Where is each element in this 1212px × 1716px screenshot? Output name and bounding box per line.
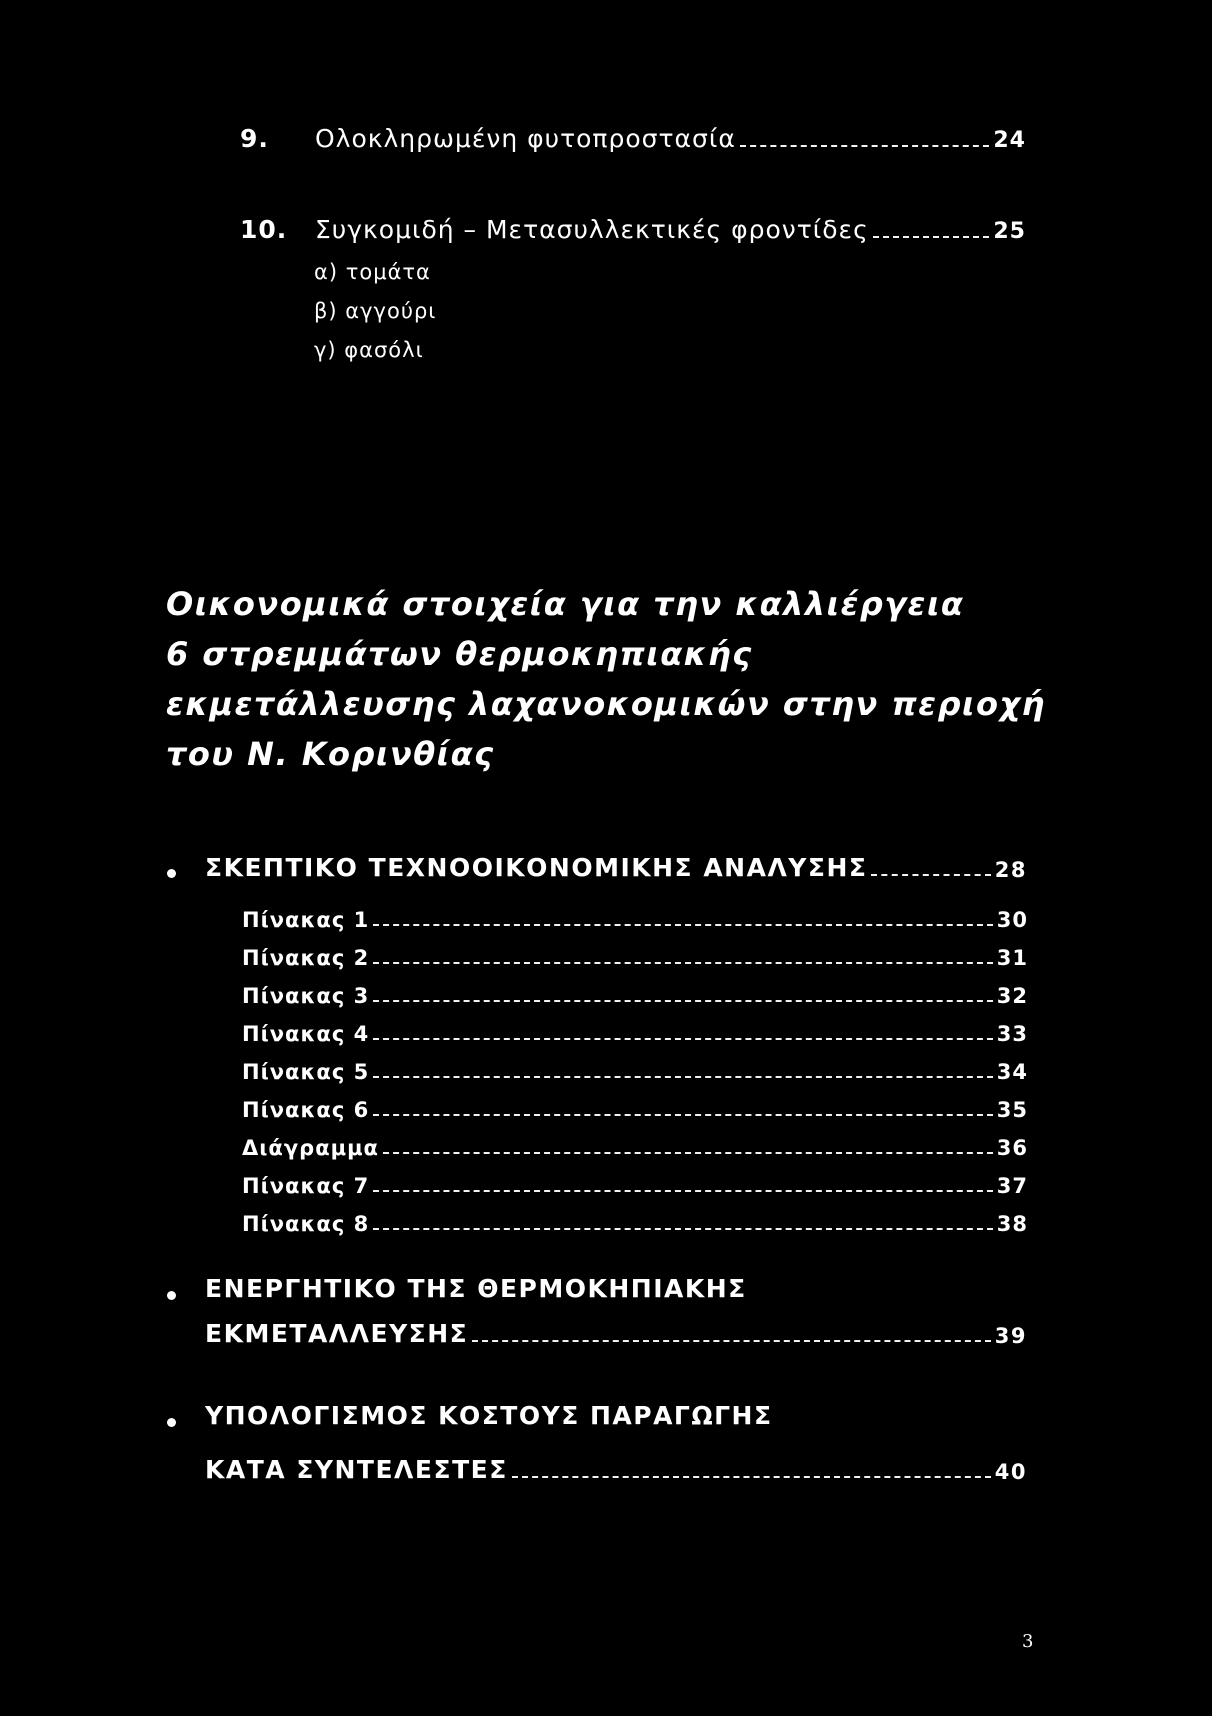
toc-entry-number: 10.	[240, 215, 288, 244]
table-page: 31	[996, 946, 1028, 970]
bullet-icon	[167, 1418, 176, 1427]
dash-leader	[873, 236, 990, 238]
dash-leader	[373, 1190, 993, 1192]
heading-line-3: εκμετάλλευσης λαχανοκομικών στην περιοχή	[166, 685, 1046, 723]
dash-leader	[373, 1114, 993, 1116]
toc-section-cost-line1: ΥΠΟΛΟΓΙΣΜΟΣ ΚΟΣΤΟΥΣ ΠΑΡΑΓΩΓΗΣ	[205, 1401, 773, 1430]
toc-section-assets-line1: ΕΝΕΡΓΗΤΙΚΟ ΤΗΣ ΘΕΡΜΟΚΗΠΙΑΚΗΣ	[205, 1274, 747, 1303]
table-label: Πίνακας 4	[242, 1022, 370, 1046]
table-entry[interactable]	[242, 1160, 1028, 1198]
table-list	[242, 894, 1028, 1236]
table-label: Πίνακας 5	[242, 1060, 370, 1084]
dash-leader	[373, 962, 993, 964]
section-title: ΣΚΕΠΤΙΚΟ ΤΕΧΝΟΟΙΚΟΝΟΜΙΚΗΣ ΑΝΑΛΥΣΗΣ	[205, 853, 868, 882]
table-label: Πίνακας 8	[242, 1212, 370, 1236]
bullet-icon	[167, 869, 176, 878]
section-title: ΚΑΤΑ ΣΥΝΤΕΛΕΣΤΕΣ	[205, 1455, 508, 1484]
table-label: Πίνακας 2	[242, 946, 370, 970]
table-entry[interactable]	[242, 932, 1028, 970]
dash-leader	[740, 145, 990, 147]
heading-line-4: του Ν. Κορινθίας	[166, 735, 495, 773]
dash-leader	[373, 924, 993, 926]
toc-entry-number: 9.	[240, 124, 269, 153]
toc-entry-title: Συγκομιδή – Μετασυλλεκτικές φροντίδες	[315, 215, 869, 244]
table-page: 32	[996, 984, 1028, 1008]
table-label: Πίνακας 6	[242, 1098, 370, 1122]
section-page: 39	[994, 1324, 1027, 1348]
sub-item-cucumber: β) αγγούρι	[314, 299, 437, 323]
toc-entry-title: Ολοκληρωμένη φυτοπροστασία	[315, 124, 736, 153]
table-entry[interactable]	[242, 1008, 1028, 1046]
diagram-entry[interactable]	[242, 1122, 1028, 1160]
heading-line-2: 6 στρεμμάτων θερμοκηπιακής	[166, 635, 753, 673]
dash-leader	[871, 874, 990, 876]
toc-entry-page: 25	[993, 219, 1026, 244]
table-page: 33	[996, 1022, 1028, 1046]
heading-line-1: Οικονομικά στοιχεία για την καλλιέργεια	[166, 585, 965, 623]
page-number: 3	[1022, 1631, 1034, 1652]
section-page: 28	[994, 858, 1027, 882]
section-heading	[166, 582, 1066, 776]
table-entry[interactable]	[242, 894, 1028, 932]
toc-entry-10[interactable]	[240, 215, 1026, 244]
dash-leader	[373, 1228, 993, 1230]
dash-leader	[383, 1152, 993, 1154]
table-page: 37	[996, 1174, 1028, 1198]
table-label: Διάγραμμα	[242, 1136, 379, 1160]
toc-entry-9[interactable]	[240, 124, 1026, 153]
section-page: 40	[994, 1460, 1027, 1484]
table-entry[interactable]	[242, 1046, 1028, 1084]
sub-item-tomato: α) τομάτα	[314, 260, 431, 284]
section-title: ΕΚΜΕΤΑΛΛΕΥΣΗΣ	[205, 1319, 469, 1348]
dash-leader	[373, 1076, 993, 1078]
table-label: Πίνακας 3	[242, 984, 370, 1008]
table-entry[interactable]	[242, 1198, 1028, 1236]
dash-leader	[512, 1476, 991, 1478]
toc-section-feasibility[interactable]	[205, 853, 1027, 882]
table-page: 34	[996, 1060, 1028, 1084]
table-label: Πίνακας 7	[242, 1174, 370, 1198]
table-entry[interactable]	[242, 970, 1028, 1008]
table-page: 36	[996, 1136, 1028, 1160]
toc-section-assets[interactable]	[205, 1319, 1027, 1348]
table-page: 38	[996, 1212, 1028, 1236]
toc-section-cost[interactable]	[205, 1455, 1027, 1484]
table-page: 30	[996, 908, 1028, 932]
dash-leader	[472, 1340, 991, 1342]
toc-entry-page: 24	[993, 128, 1026, 153]
dash-leader	[373, 1000, 993, 1002]
sub-item-bean: γ) φασόλι	[314, 338, 424, 362]
table-page: 35	[996, 1098, 1028, 1122]
table-entry[interactable]	[242, 1084, 1028, 1122]
table-label: Πίνακας 1	[242, 908, 370, 932]
dash-leader	[373, 1038, 993, 1040]
bullet-icon	[167, 1291, 176, 1300]
